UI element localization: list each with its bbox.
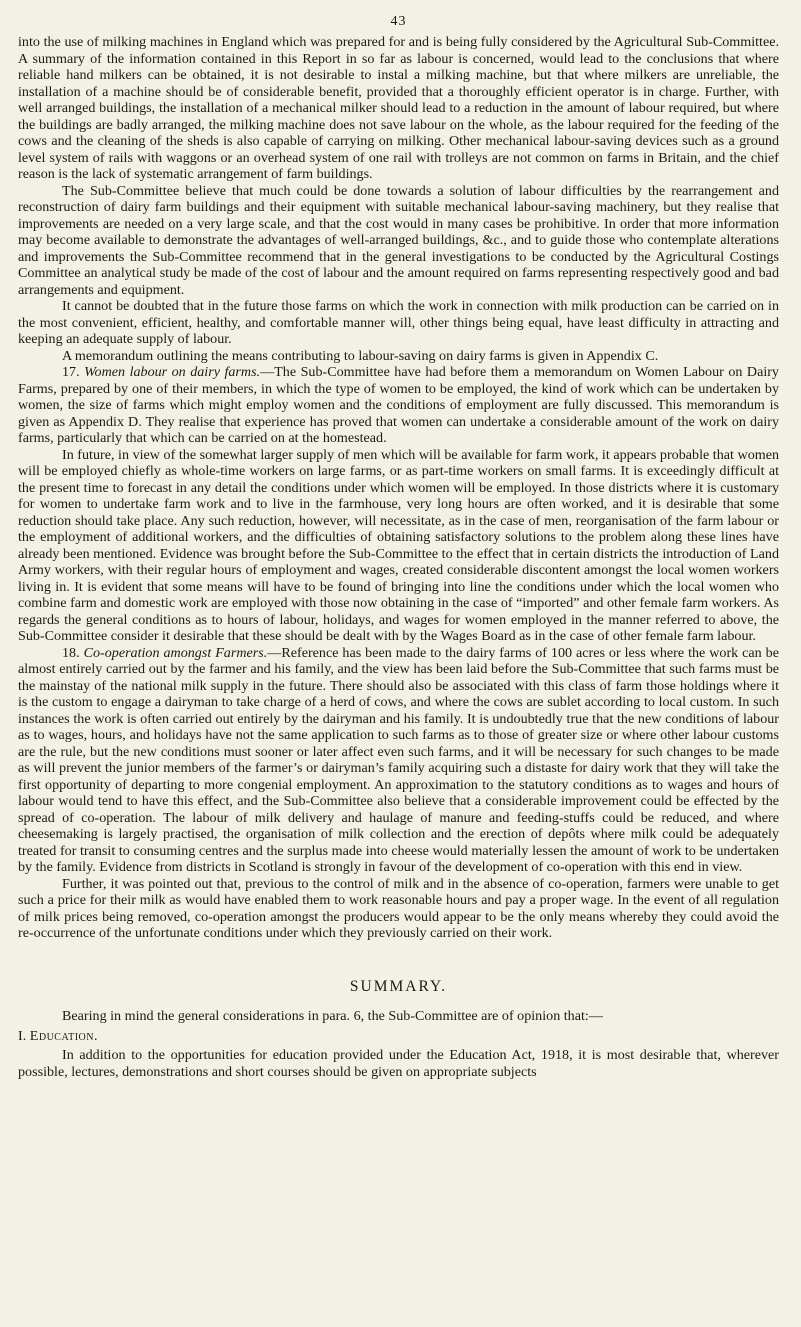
paragraph-women-future: In future, in view of the somewhat larger supply of men which will be available for farm work, it appears probable that women will be employed chiefly as whole-time workers on large farms, or as part-time workers on small farms. It is exceedingly difficult at the present time to forecast in any detail the conditions under which women will be employed. In those districts where it is customary for women to undertake farm work and to live in the farmhouse, very long hours are often worked, and it is desirable that some reduction should take place. Any such reduction, however, will necessitate, as in the case of men, reorganisation of the farm labour or the employment of additional workers, and the difficulties of obtaining satisfactory solutions to the problem along these lines have already been mentioned. Evidence was brought before the Sub-Committee to the effect that in certain districts the introduction of Land Army workers, with their regular hours of employment and wages, created considerable discontent amongst the local women workers living in. It is evident that some means will have to be found of bringing into line the conditions under which the local women who combine farm and domestic work are employed with those now obtaining in the case of “imported” and other female farm workers. As regards the general conditions as to hours of labour, holidays, and wages for women employed in the manner referred to above, the Sub-Committee consider it desirable that these should be dealt with by the Wages Board as in the case of other female farm labour. xyxy=(18,446,779,644)
section-number: I. xyxy=(18,1028,27,1044)
page-number: 43 xyxy=(390,14,407,29)
section-heading-education xyxy=(18,1028,779,1045)
section-title: Education. xyxy=(29,1028,98,1044)
paragraph-future-farms: It cannot be doubted that in the future those farms on which the work in connection with milk production can be carried on in the most convenient, efficient, healthy, and comfortable manner will, other things being equal, have least difficulty in attracting and keeping an adequate supply of labour. xyxy=(18,298,779,347)
paragraph-number: 17. xyxy=(62,364,80,380)
paragraph-co-operation xyxy=(18,645,779,876)
paragraph-number: 18. xyxy=(62,644,80,661)
paragraph-milking-machines: into the use of milking machines in England which was prepared for and is being fully considered by the Agricultural Sub-Committee. A summary of the information contained in this Report in so far as labour is concerned, would lead to the conclusions that where reliable hand milkers can be obtained, it is not desirable to instal a milking machine, but that where milkers are unreliable, the installation of a machine should be of considerable benefit, provided that a thoroughly efficient operator is in charge. Further, with well arranged buildings, the installation of a mechanical milker should lead to a reduction in the amount of labour required, but where the buildings are badly arranged, the milking machine does not save labour on the whole, as the labour required for the feeding of the cows and the cleaning of the sheds is also capable of carrying on milking. Other mechanical labour-saving devices such as a ground level system of rails with waggons or an overhead system of one rail with trolleys are not common on farms in Britain, and the chief reason is the lack of systematic arrangement of farm buildings. xyxy=(18,34,779,182)
paragraph-text: —The Sub-Committee have had before them a memorandum on Women Labour on Dairy Farms, prepared by one of their members, in which the type of women to be employed, the kind of work which can be undertaken by women, the size of farms which might employ women and the conditions of employment are fully discussed. This memorandum is given as Appendix D. They realise that experience has proved that women can undertake a considerable amount of the work on dairy farms, particularly that which can be carried on at the homestead. xyxy=(18,364,779,446)
summary-intro: Bearing in mind the general considerations in para. 6, the Sub-Committee are of opinion that:— xyxy=(62,1007,603,1024)
paragraph-memorandum-appendix-c: A memorandum outlining the means contributing to labour-saving on dairy farms is given in Appendix C. xyxy=(62,347,659,364)
paragraph-text: —Reference has been made to the dairy farms of 100 acres or less where the work can be almost entirely carried out by the farmer and his family, and the view has been laid before the Sub-Committee that such farms must be the mainstay of the national milk supply in the future. There should also be associated with this class of farm those holdings where it is the custom to engage a dairyman to take charge of a herd of cows, and where the cows are sublet according to local custom. In such instances the work is often carried out entirely by the dairyman and his family. It is undoubtedly true that the new conditions of labour as to wages, hours, and holidays have not the same application to such farms as to those of greater size or where other labour customs are the rule, but the new conditions must sooner or later affect even such farms, and it will be necessary for such changes to be made as will prevent the junior members of the farmer’s or dairyman’s family acquiring such a distaste for dairy work that they will take the first opportunity of departing to more congenial employment. An approximation to the statutory conditions as to wages and hours of labour would tend to have this effect, and the Sub-Committee also believe that a considerable improvement could be effected by the spread of co-operation. The labour of milk delivery and haulage of manure and feeding-stuffs could be reduced, and where cheesemaking is largely practised, the organisation of milk collection and the erection of depôts where milk could be adequately treated for transit to consuming centres and the surplus made into cheese would materially lessen the amount of work to be undertaken by the family. Evidence from districts in Scotland is strongly in favour of the development of co-operation with this end in view. xyxy=(18,644,779,875)
paragraph-further: Further, it was pointed out that, previous to the control of milk and in the absence of co-operation, farmers were unable to get such a price for their milk as would have enabled them to work reasonable hours and pay a proper wage. In the event of all regulation of milk prices being removed, co-operation amongst the producers would appear to be the only means whereby they could avoid the re-occurrence of the unfortunate conditions under which they previously carried on their work. xyxy=(18,875,779,941)
paragraph-education: In addition to the opportunities for education provided under the Education Act, 1918, it is most desirable that, wherever possible, lectures, demonstrations and short courses should be given on appropriate subjects xyxy=(18,1047,779,1080)
paragraph-women-labour xyxy=(18,364,779,447)
summary-title: SUMMARY. xyxy=(349,977,448,995)
paragraph-heading: Women labour on dairy farms. xyxy=(84,364,261,380)
paragraph-rearrangement: The Sub-Committee believe that much could be done towards a solution of labour difficulties by the rearrangement and reconstruction of dairy farm buildings and their equipment with suitable mechanical labour-saving machinery, but they realise that improvements are needed on a very large scale, and that the cost would in many cases be prohibitive. In order that more information may become available to demonstrate the advantages of well-arranged buildings, &c., and to guide those who contemplate alterations and improvements the Sub-Committee recommend that in the general investigations to be conducted by the Agricultural Costings Committee an analytical study be made of the cost of labour and the amount required on farms representing respectively good and bad arrangements and equipment. xyxy=(18,182,779,298)
paragraph-heading: Co-operation amongst Farmers. xyxy=(83,644,268,661)
